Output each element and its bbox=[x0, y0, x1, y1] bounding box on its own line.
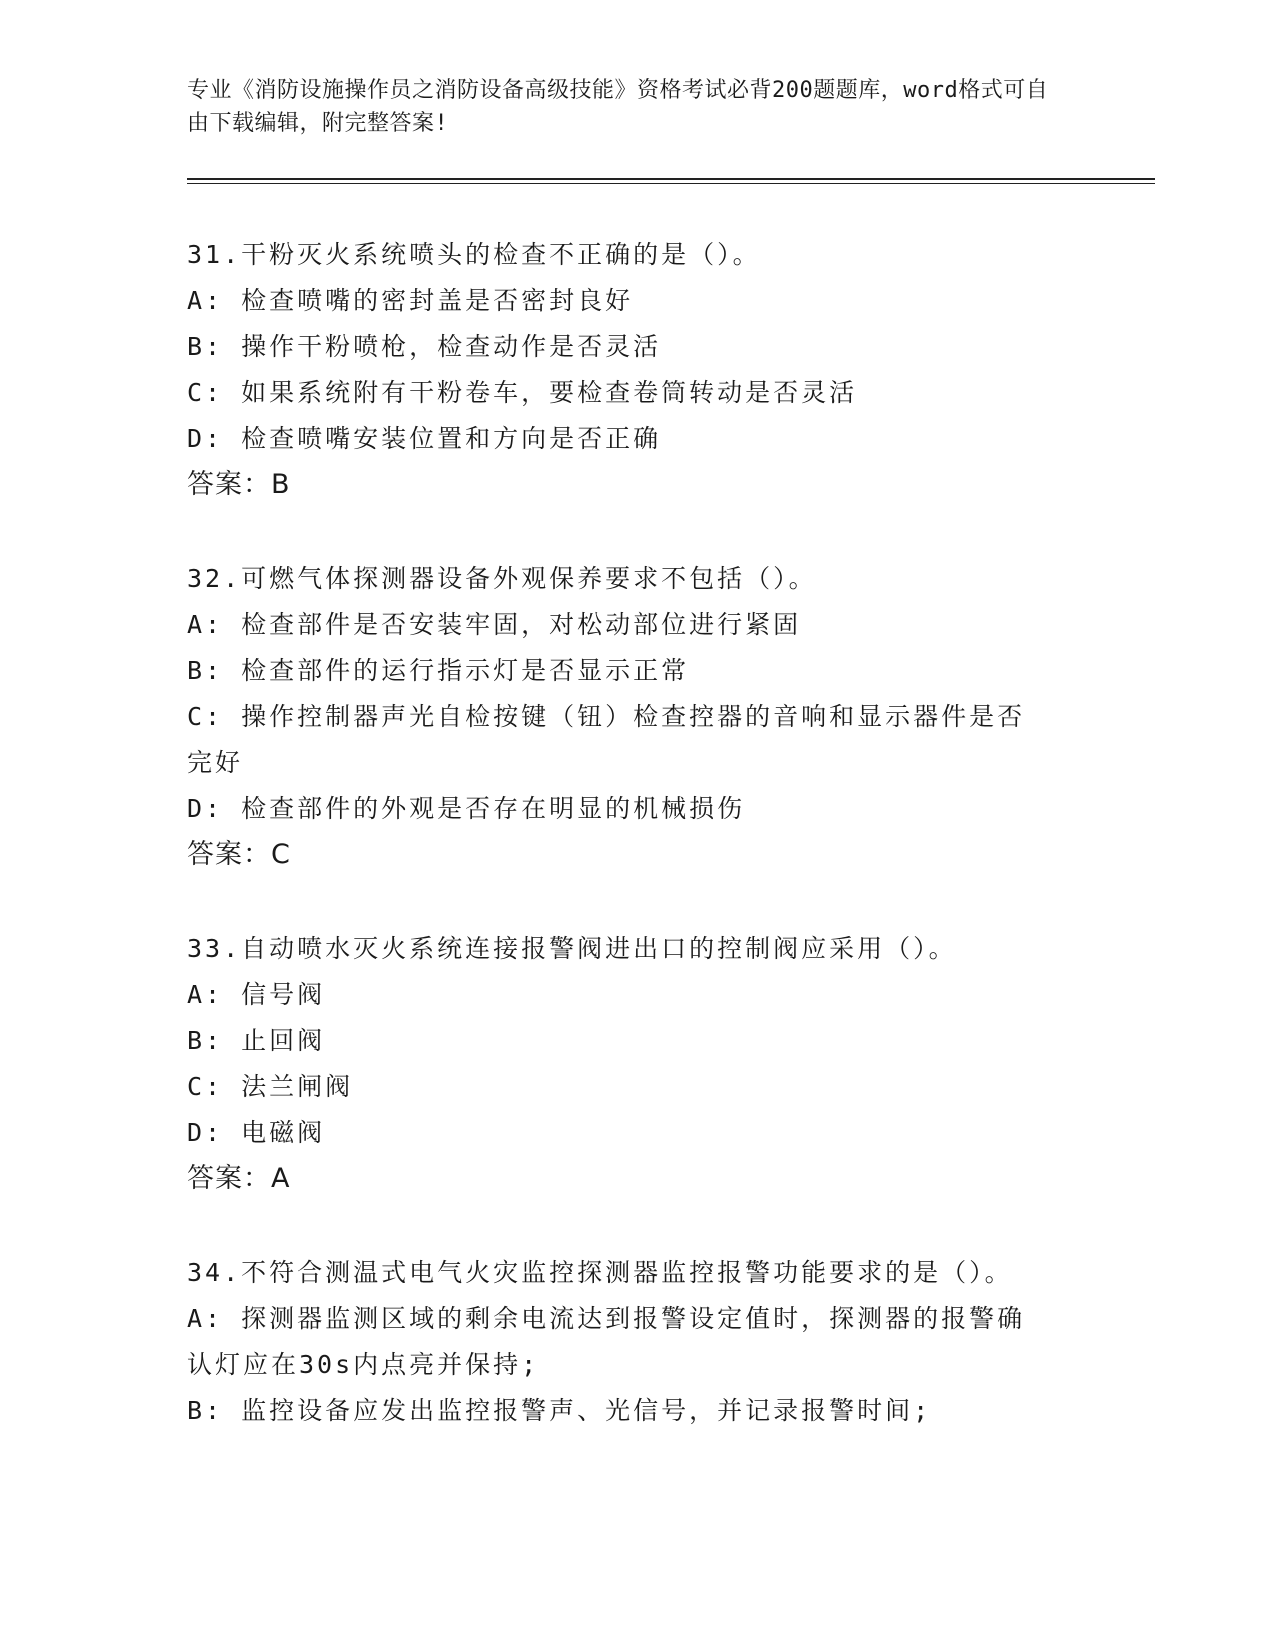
option-d: D: 检查喷嘴安装位置和方向是否正确 bbox=[187, 424, 662, 453]
question-34 bbox=[187, 1250, 1087, 1434]
option-a: A: 检查部件是否安装牢固，对松动部位进行紧固 bbox=[187, 610, 802, 639]
option-a: A: 探测器监测区域的剩余电流达到报警设定值时，探测器的报警确认灯应在30s内点亮并保持; bbox=[187, 1304, 1026, 1379]
option-b: B: 操作干粉喷枪，检查动作是否灵活 bbox=[187, 332, 662, 361]
question-31 bbox=[187, 232, 1087, 508]
option-c: C: 如果系统附有干粉卷车，要检查卷筒转动是否灵活 bbox=[187, 378, 858, 407]
document-header: 专业《消防设施操作员之消防设备高级技能》资格考试必背200题题库，word格式可自由下载编辑，附完整答案! bbox=[187, 78, 1049, 136]
question-stem: 34.不符合测温式电气火灾监控探测器监控报警功能要求的是（）。 bbox=[187, 1258, 1013, 1287]
question-list bbox=[187, 232, 1087, 1482]
option-b: B: 检查部件的运行指示灯是否显示正常 bbox=[187, 656, 690, 685]
answer: 答案：A bbox=[187, 1163, 291, 1194]
question-32 bbox=[187, 556, 1087, 878]
header-rule-thick bbox=[187, 178, 1155, 180]
question-stem: 32.可燃气体探测器设备外观保养要求不包括（）。 bbox=[187, 564, 817, 593]
option-a: A: 检查喷嘴的密封盖是否密封良好 bbox=[187, 286, 634, 315]
option-b: B: 监控设备应发出监控报警声、光信号，并记录报警时间; bbox=[187, 1396, 932, 1425]
option-d: D: 电磁阀 bbox=[187, 1118, 326, 1147]
option-c: C: 操作控制器声光自检按键（钮）检查控器的音响和显示器件是否完好 bbox=[187, 702, 1026, 777]
question-33 bbox=[187, 926, 1087, 1202]
question-stem: 31.干粉灭火系统喷头的检查不正确的是（）。 bbox=[187, 240, 761, 269]
option-d: D: 检查部件的外观是否存在明显的机械损伤 bbox=[187, 794, 746, 823]
header-rule-thin bbox=[187, 183, 1155, 184]
question-stem: 33.自动喷水灭火系统连接报警阀进出口的控制阀应采用（）。 bbox=[187, 934, 957, 963]
option-a: A: 信号阀 bbox=[187, 980, 326, 1009]
answer: 答案：B bbox=[187, 469, 291, 500]
option-b: B: 止回阀 bbox=[187, 1026, 326, 1055]
option-c: C: 法兰闸阀 bbox=[187, 1072, 354, 1101]
answer: 答案：C bbox=[187, 839, 291, 870]
